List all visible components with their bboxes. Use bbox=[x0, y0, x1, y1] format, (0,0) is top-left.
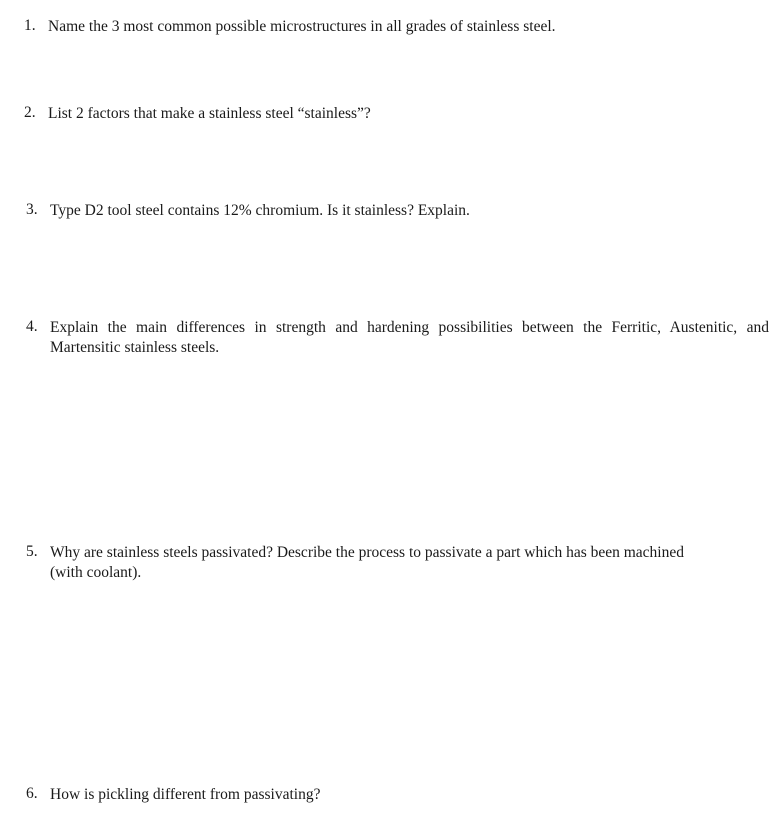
question-text-line: Explain the main differences in strength and hardening possibilities between the Ferritic, Austenitic, and bbox=[50, 319, 769, 336]
question-text bbox=[50, 318, 769, 358]
question-number: 1. bbox=[24, 17, 36, 34]
question-text bbox=[48, 17, 769, 37]
question-number: 5. bbox=[26, 543, 38, 560]
question-text-line: Type D2 tool steel contains 12% chromium. Is it stainless? Explain. bbox=[50, 202, 470, 219]
question-text bbox=[48, 104, 769, 124]
question-text-line: Why are stainless steels passivated? Describe the process to passivate a part which has been machined bbox=[50, 544, 684, 561]
question-text-line: Name the 3 most common possible microstructures in all grades of stainless steel. bbox=[48, 18, 556, 35]
question-number: 3. bbox=[26, 201, 38, 218]
question-number: 4. bbox=[26, 318, 38, 335]
question-text-line: (with coolant). bbox=[50, 564, 142, 581]
question-text bbox=[50, 543, 769, 583]
question-text-line: Martensitic stainless steels. bbox=[50, 339, 220, 356]
question-number: 6. bbox=[26, 785, 38, 802]
question-text bbox=[50, 785, 769, 805]
question-text bbox=[50, 201, 769, 221]
question-text-line: List 2 factors that make a stainless steel “stainless”? bbox=[48, 105, 371, 122]
question-text-line: How is pickling different from passivating? bbox=[50, 786, 321, 803]
question-number: 2. bbox=[24, 104, 36, 121]
